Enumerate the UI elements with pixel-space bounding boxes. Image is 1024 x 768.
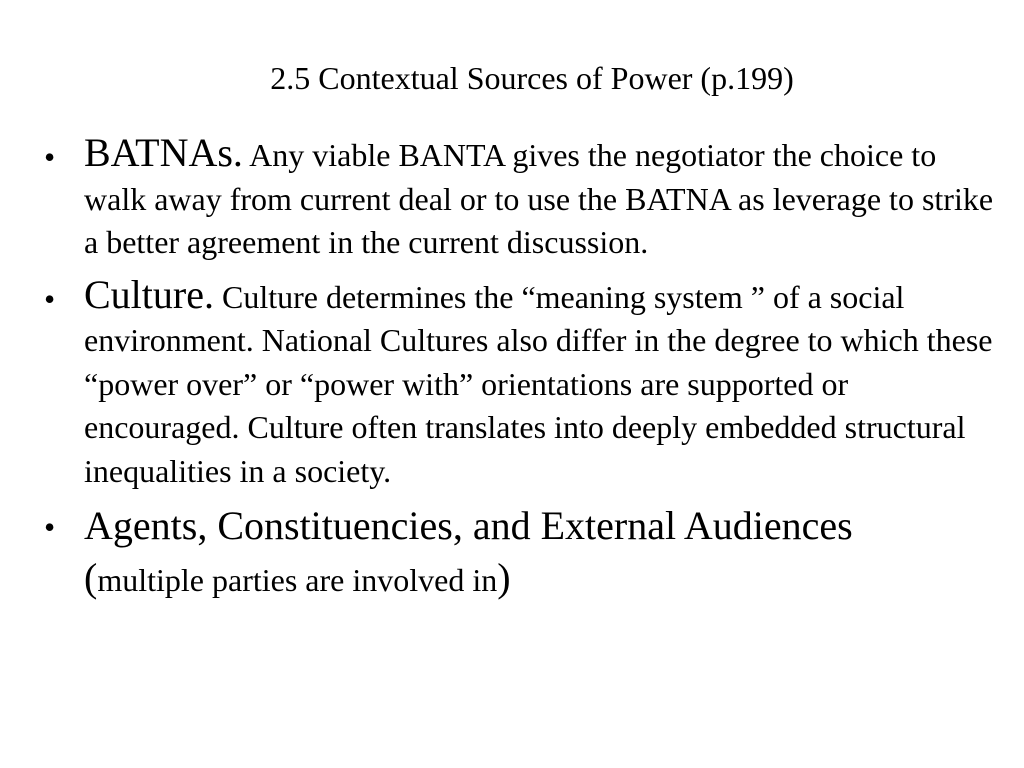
bullet-heading-culture: Culture. — [84, 271, 214, 317]
bullet-item-batnas — [0, 131, 1024, 265]
bullet-item-culture — [0, 273, 1024, 494]
bullet-text-culture: Culture determines the “meaning system ” of a social environment. National Cultures also differ in the degree to which these “power over” or “power with” orientations are supported or encouraged. Culture often translates into deeply embedded structural inequalities in a society. — [84, 278, 993, 489]
bullet-dot: • — [44, 139, 56, 175]
bullet-paren-close: ) — [497, 555, 511, 600]
bullet-dot: • — [44, 509, 56, 545]
bullet-text-batnas: Any viable BANTA gives the negotiator the choice to walk away from current deal or to use the BATNA as leverage to strike a better agreement in the current discussion. — [84, 137, 994, 260]
bullet-heading-agents: Agents, Constituencies, and External Audiences — [84, 503, 853, 548]
bullet-heading-batnas: BATNAs. — [84, 130, 243, 175]
slide-title: 2.5 Contextual Sources of Power (p.199) — [270, 60, 794, 96]
bullet-item-agents — [0, 501, 1024, 605]
bullet-paren-open: ( — [84, 555, 98, 600]
bullet-text-agents: multiple parties are involved in — [97, 562, 498, 598]
bullet-dot: • — [44, 280, 56, 317]
bullet-list — [0, 131, 1024, 613]
